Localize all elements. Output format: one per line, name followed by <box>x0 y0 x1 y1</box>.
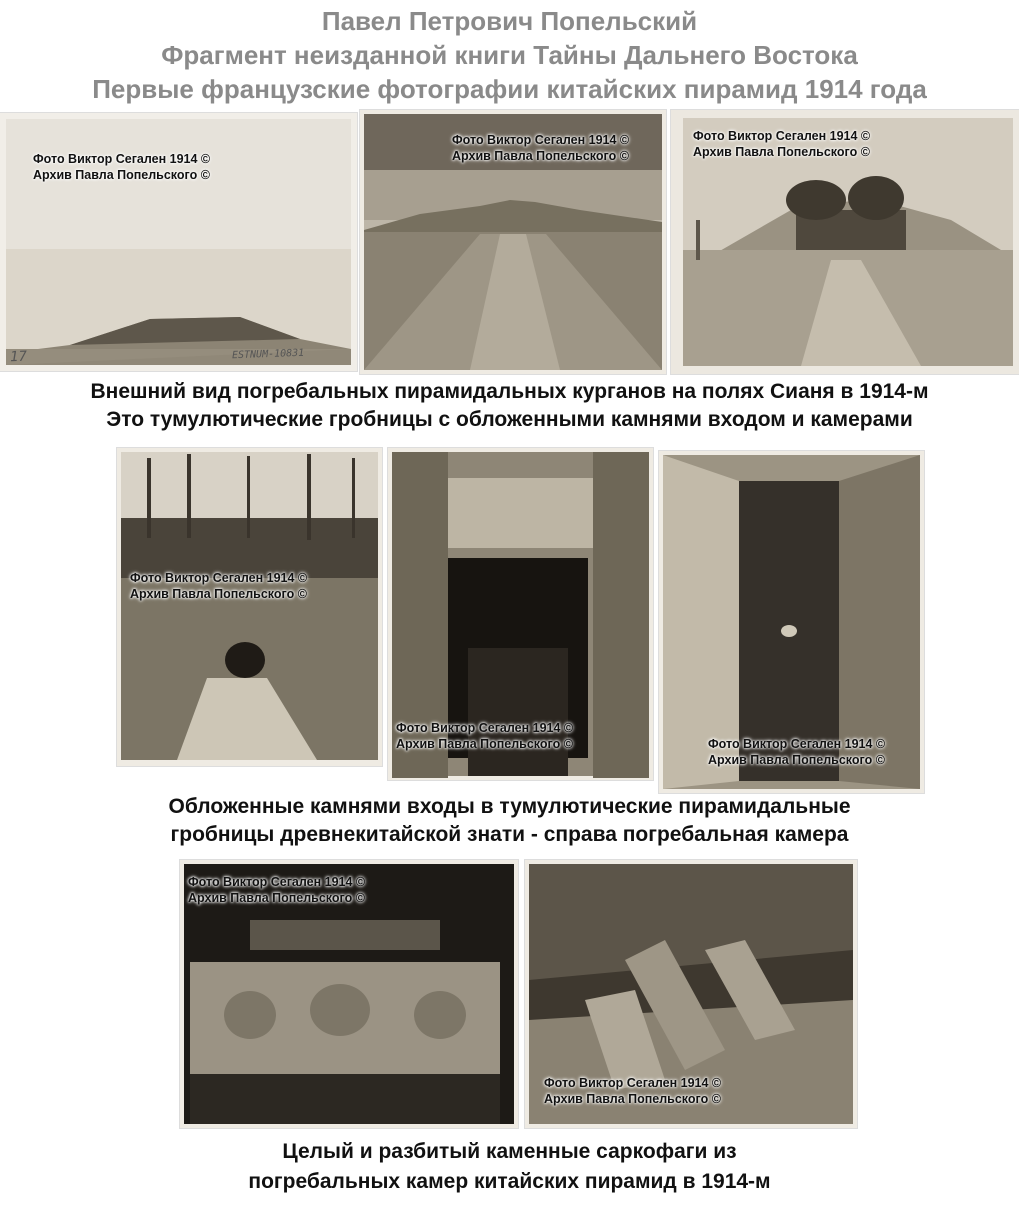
photo-intact-stone-sarcophagus <box>180 860 518 1128</box>
photo-pyramid-mound-field <box>0 113 357 371</box>
caption-row2-line2: гробницы древнекитайской знати - справа погребальная камера <box>170 823 849 846</box>
photo-credit-author: Фото Виктор Сегален 1914 © <box>708 737 886 751</box>
photo-credit-author: Фото Виктор Сегален 1914 © <box>188 875 366 889</box>
photo-image <box>117 448 382 766</box>
photo-credit-author: Фото Виктор Сегален 1914 © <box>693 129 871 143</box>
photo-credit-author: Фото Виктор Сегален 1914 © <box>544 1076 722 1090</box>
photo-pyramid-mound-road <box>360 110 666 374</box>
photo-credit-author: Фото Виктор Сегален 1914 © <box>452 133 630 147</box>
photo-credit-archive: Архив Павла Попельского © <box>693 145 870 159</box>
photo-credit-archive: Архив Павла Попельского © <box>130 587 307 601</box>
photo-credit-archive: Архив Павла Попельского © <box>33 168 210 182</box>
photo-broken-stone-sarcophagus <box>525 860 857 1128</box>
caption-row3-line1: Целый и разбитый каменные саркофаги из <box>282 1140 737 1163</box>
caption-row1-line1: Внешний вид погребальных пирамидальных курганов на полях Сианя в 1914-м <box>90 380 929 403</box>
photo-tomb-entrance-forest <box>117 448 382 766</box>
photo-burial-chamber-corridor <box>659 451 924 793</box>
photo-credit-archive: Архив Павла Попельского © <box>708 753 885 767</box>
photo-credit-author: Фото Виктор Сегален 1914 © <box>33 152 211 166</box>
photo-credit-author: Фото Виктор Сегален 1914 © <box>396 721 574 735</box>
photo-credit-archive: Архив Павла Попельского © <box>188 891 365 905</box>
photo-pyramid-mound-temple <box>671 110 1019 374</box>
photo-credit-archive: Архив Павла Попельского © <box>544 1092 721 1106</box>
inventory-stamp: ESTNUM-10831 <box>231 347 305 362</box>
header-author: Павел Петрович Попельский <box>321 6 698 36</box>
photo-credit-author: Фото Виктор Сегален 1914 © <box>130 571 308 585</box>
header-subtitle: Первые французские фотографии китайских пирамид 1914 года <box>92 74 927 104</box>
header-book-title: Фрагмент неизданной книги Тайны Дальнего Востока <box>161 40 858 70</box>
photo-credit-archive: Архив Павла Попельского © <box>396 737 573 751</box>
photo-credit-archive: Архив Павла Попельского © <box>452 149 629 163</box>
photo-number: 17 <box>9 348 28 366</box>
photo-stone-lined-entrance <box>388 448 653 780</box>
caption-row3-line2: погребальных камер китайских пирамид в 1914-м <box>248 1170 771 1193</box>
caption-row1-line2: Это тумулютические гробницы с обложенными камнями входом и камерами <box>106 408 913 431</box>
caption-row2-line1: Обложенные камнями входы в тумулютические пирамидальные <box>168 795 851 818</box>
